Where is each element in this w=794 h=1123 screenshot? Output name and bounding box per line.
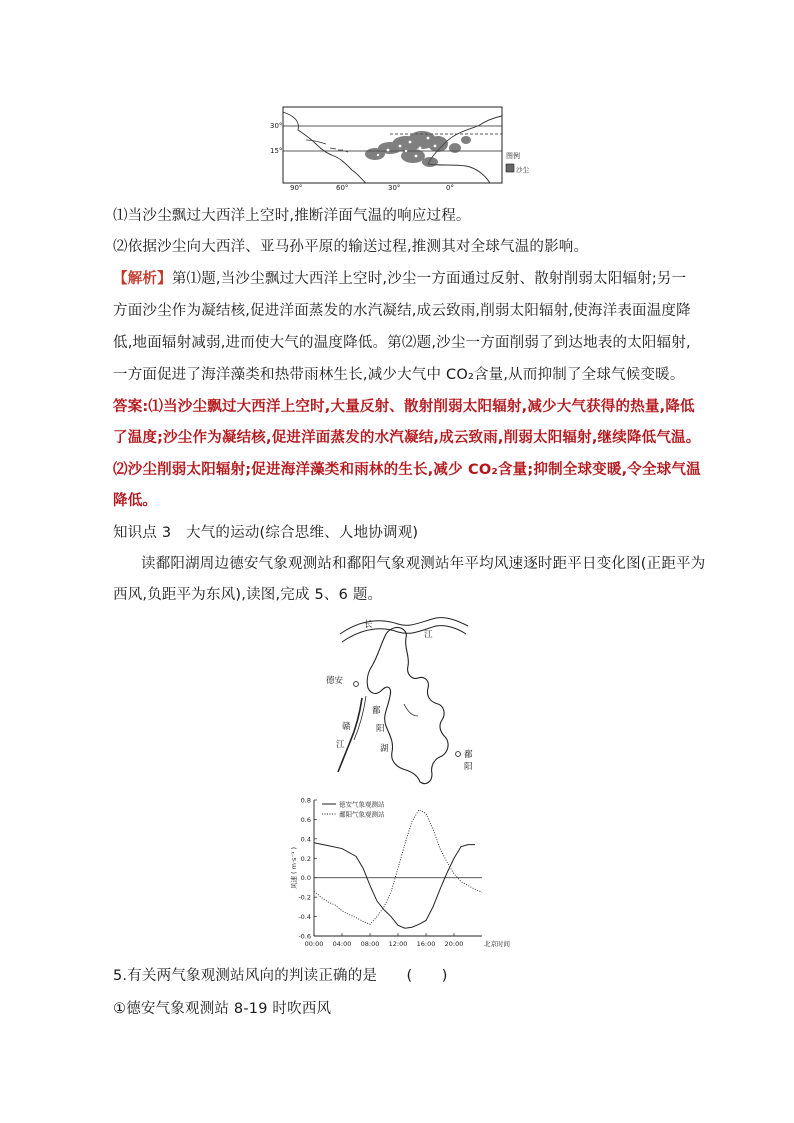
label-chang: 长 [364, 620, 373, 630]
legend-label-1: 鄱阳气象观测站 [339, 810, 385, 819]
gan-river-bank [354, 696, 366, 740]
y-tick-label: 0.4 [300, 835, 311, 844]
legend-swatch [506, 164, 514, 172]
yangtze-river-north-bank [340, 618, 468, 634]
dust-plume [365, 131, 471, 167]
americas-coast [283, 112, 366, 183]
y-tick-label: -0.2 [298, 893, 311, 902]
wind-anomaly-chart [286, 792, 526, 952]
x-tick-label: 12:00 [388, 940, 408, 948]
answer-line-2: 了温度;沙尘作为凝结核,促进洋面蒸发的水汽凝结,成云致雨,削弱太阳辐射,继续降低气温。 [113, 430, 701, 446]
section-title: 知识点 3 大气的运动(综合思维、人地协调观) [113, 525, 419, 541]
analysis-line-4: 一方面促进了海洋藻类和热带雨林生长,减少大气中 CO₂含量,从而抑制了全球气候变暖。 [113, 367, 685, 383]
lon-label-60: 60° [336, 184, 349, 192]
legend-label-dust: 沙尘 [516, 166, 529, 174]
answer-line-3: ⑵沙尘削弱太阳辐射;促进海洋藻类和雨林的生长,减少 CO₂含量;抑制全球变暖,令全球气温 [113, 462, 701, 478]
x-axis-label: 北京时间 [484, 940, 510, 948]
lon-label-0: 0° [446, 184, 454, 192]
dust-map-figure [270, 104, 540, 194]
y-tick-label: 0.6 [300, 815, 311, 824]
x-tick-label: 08:00 [360, 940, 380, 948]
de-an-station-marker [354, 682, 359, 687]
gan-river [338, 698, 362, 772]
label-poyang: 鄱阳 [464, 750, 473, 772]
y-tick-label: 0.2 [300, 854, 311, 863]
analysis-tag: 【解析】 [113, 271, 172, 287]
poyang-lake-map [320, 612, 480, 792]
lat-label-30: 30° [270, 122, 283, 130]
x-tick-label: 16:00 [416, 940, 436, 948]
analysis-line-2: 方面沙尘作为凝结核,促进洋面蒸发的水汽凝结,成云致雨,削弱太阳辐射,使海洋表面温度降 [113, 303, 691, 319]
intro-line-1: 读鄱阳湖周边德安气象观测站和鄱阳气象观测站年平均风速逐时距平日变化图(正距平为 [141, 556, 706, 572]
legend-title: 图例 [506, 152, 520, 160]
question-5-stem: 5.有关两气象观测站风向的判读正确的是 ( ) [113, 968, 448, 984]
poyang-map-svg [320, 612, 480, 792]
analysis-text-1: 第⑴题,当沙尘飘过大西洋上空时,沙尘一方面通过反射、散射削弱太阳辐射;另一 [171, 271, 687, 287]
x-tick-label: 04:00 [332, 940, 352, 948]
y-tick-label: -0.6 [298, 932, 311, 941]
label-gan: 赣 [342, 722, 351, 732]
yangtze-river-south-bank [342, 626, 466, 642]
legend-label-0: 德安气象观测站 [339, 800, 385, 809]
lon-label-90: 90° [290, 184, 303, 192]
label-hu: 湖 [380, 744, 389, 754]
lon-label-30: 30° [388, 184, 401, 192]
question-2: ⑵依据沙尘向大西洋、亚马孙平原的输送过程,推测其对全球气温的影响。 [113, 239, 589, 255]
answer-line-4: 降低。 [113, 493, 158, 509]
y-tick-label: 0.0 [300, 874, 311, 883]
question-1: ⑴当沙尘飘过大西洋上空时,推断洋面气温的响应过程。 [113, 208, 471, 224]
intro-line-2: 西风,负距平为东风),读图,完成 5、6 题。 [113, 587, 383, 603]
series-line-poyang [314, 810, 482, 925]
analysis-line-1 [113, 269, 686, 289]
x-tick-label: 00:00 [304, 940, 324, 948]
lat-label-15: 15° [270, 147, 283, 155]
label-jiang-1: 江 [424, 630, 433, 640]
x-tick-label: 20:00 [444, 940, 464, 948]
answer-line-1: 答案:⑴当沙尘飘过大西洋上空时,大量反射、散射削弱太阳辐射,减少大气获得的热量,降低 [113, 399, 695, 415]
poyang-station-marker [456, 752, 461, 757]
y-tick-label: -0.4 [298, 913, 311, 922]
chart-svg [286, 792, 526, 952]
dust-map-svg [270, 104, 540, 194]
label-po: 鄱 [372, 706, 381, 716]
label-jiang-2: 江 [336, 740, 345, 750]
question-5-option-1: ①德安气象观测站 8-19 时吹西风 [113, 1001, 332, 1017]
y-axis-label: 风速 ( m·s⁻¹ ) [290, 846, 298, 890]
label-yang: 阳 [376, 724, 385, 734]
series-line-de-an [314, 843, 475, 928]
analysis-line-3: 低,地面辐射减弱,进而使大气的温度降低。第⑵题,沙尘一方面削弱了到达地表的太阳辐射, [113, 335, 691, 351]
y-tick-label: 0.8 [300, 796, 311, 805]
lake-inner-shore [404, 704, 418, 716]
label-de-an: 德安 [326, 676, 344, 686]
